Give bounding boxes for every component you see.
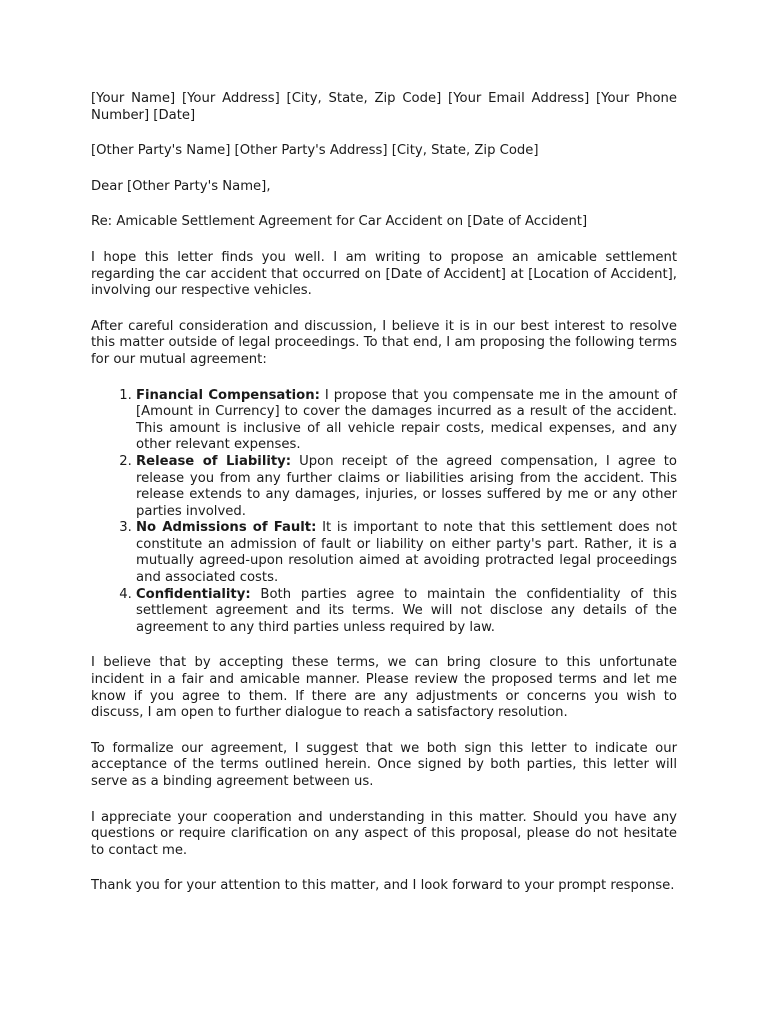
letter-body <box>91 91 677 895</box>
term-text: Both parties agree to maintain the confidentiality of this settlement agreement and its terms. We will not disclose any details of the agreement to any third parties unless required by law. <box>136 586 677 635</box>
thanks-paragraph: Thank you for your attention to this matter, and I look forward to your prompt response. <box>91 878 675 894</box>
sender-info: [Your Name] [Your Address] [City, State, Zip Code] [Your Email Address] [Your Phone Number] [Date] <box>91 91 677 123</box>
closure-paragraph: I believe that by accepting these terms, we can bring closure to this unfortunate incident in a fair and amicable manner. Please review the proposed terms and let me know if you agree to them. If there are any adjustments or concerns you wish to discuss, I am open to further dialogue to reach a satisfactory resolution. <box>91 655 677 721</box>
term-item <box>136 587 677 637</box>
term-item <box>136 454 677 520</box>
term-item <box>136 520 677 586</box>
proposal-paragraph: After careful consideration and discussion, I believe it is in our best interest to resolve this matter outside of legal proceedings. To that end, I am proposing the following terms for our mutual agreement: <box>91 318 677 367</box>
term-title: Release of Liability: <box>136 453 292 469</box>
intro-paragraph: I hope this letter finds you well. I am writing to propose an amicable settlement regarding the car accident that occurred on [Date of Accident] at [Location of Accident], involving our respective vehicles. <box>91 249 677 299</box>
term-text: Upon receipt of the agreed compensation, I agree to release you from any further claims or liabilities arising from the accident. This release extends to any damages, injuries, or losses suffered by me or any other parties involved. <box>136 453 677 519</box>
recipient-info: [Other Party's Name] [Other Party's Address] [City, State, Zip Code] <box>91 143 539 159</box>
term-title: Confidentiality: <box>136 586 251 602</box>
term-item <box>136 388 677 454</box>
term-text: I propose that you compensate me in the amount of [Amount in Currency] to cover the damages incurred as a result of the accident. This amount is inclusive of all vehicle repair costs, medical expenses, and any other relevant expenses. <box>136 387 677 453</box>
salutation: Dear [Other Party's Name], <box>91 178 271 194</box>
appreciation-paragraph: I appreciate your cooperation and understanding in this matter. Should you have any questions or require clarification on any aspect of this proposal, please do not hesitate to contact me. <box>91 809 677 858</box>
terms-list <box>91 388 677 637</box>
formalize-paragraph: To formalize our agreement, I suggest that we both sign this letter to indicate our acceptance of the terms outlined herein. Once signed by both parties, this letter will serve as a binding agreement between us. <box>91 740 677 789</box>
term-title: No Admissions of Fault: <box>136 520 317 536</box>
subject-line: Re: Amicable Settlement Agreement for Car Accident on [Date of Accident] <box>91 214 588 230</box>
term-title: Financial Compensation: <box>136 387 320 403</box>
term-text: It is important to note that this settlement does not constitute an admission of fault or liability on either party's part. Rather, it is a mutually agreed-upon resolution aimed at avoiding protracted legal proceedings and associated costs. <box>136 520 677 586</box>
